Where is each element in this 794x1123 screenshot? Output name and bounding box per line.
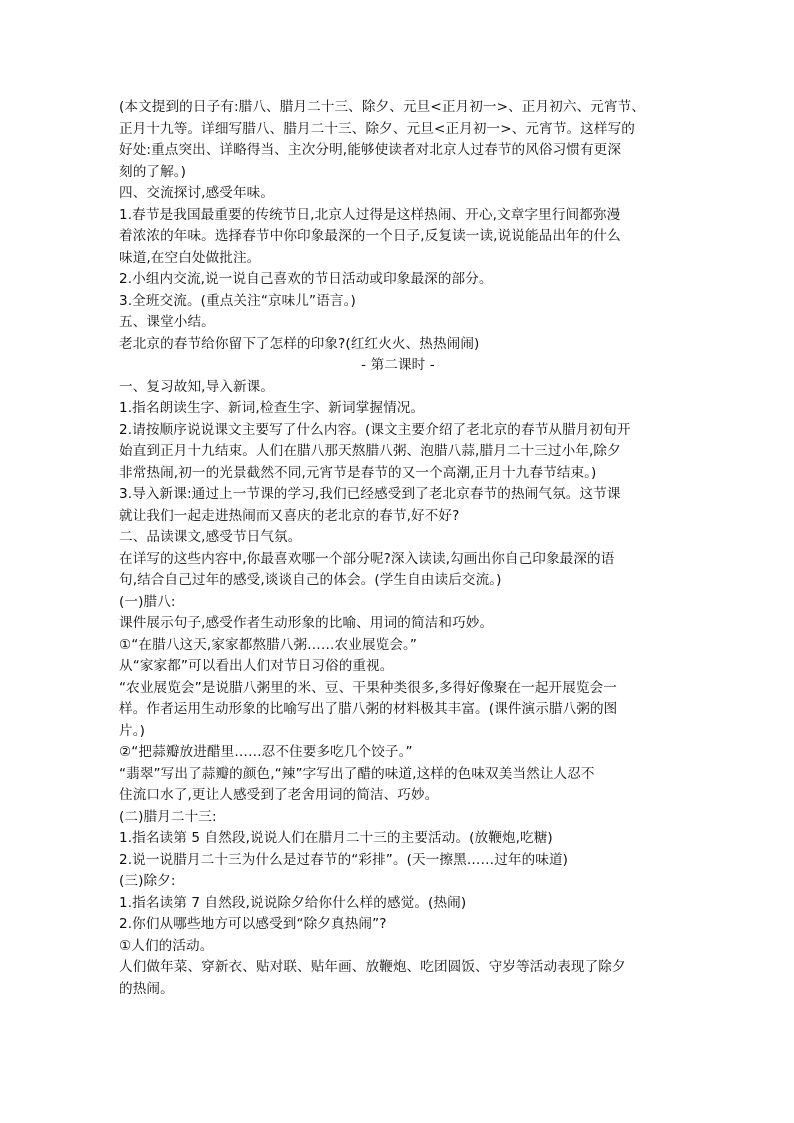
text-line: 样。作者运用生动形象的比喻写出了腊八粥的材料极其丰富。(课件演示腊八粥的图 <box>119 701 618 717</box>
text-line: ①人们的活动。 <box>119 937 214 954</box>
text-line: 味道,在空白处做批注。 <box>119 249 261 266</box>
subsection-heading: (三)除夕: <box>119 873 176 889</box>
text-line: 句,结合自己过年的感受,谈谈自己的体会。(学生自由读后交流。) <box>119 572 502 588</box>
text-line: 人们做年菜、穿新衣、贴对联、贴年画、放鞭炮、吃团圆饭、守岁等活动表现了除夕 <box>119 959 626 975</box>
text-line: 2.小组内交流,说一说自己喜欢的节日活动或印象最深的部分。 <box>119 271 493 287</box>
text-line: 从“家家都”可以看出人们对节日习俗的重视。 <box>119 658 394 674</box>
text-line: 就让我们一起走进热闹而又喜庆的老北京的春节,好不好? <box>119 507 460 524</box>
text-line: 3.导入新课:通过上一节课的学习,我们已经感受到了老北京春节的热闹气氛。这节课 <box>119 486 621 502</box>
text-line: 始直到正月十九结束。人们在腊八那天熬腊八粥、泡腊八蒜,腊月二十三过小年,除夕 <box>119 443 621 459</box>
text-line: 着浓浓的年味。选择春节中你印象最深的一个日子,反复读一读,说说能品出年的什么 <box>119 228 621 244</box>
section-heading: 四、交流探讨,感受年味。 <box>119 185 275 201</box>
text-line: 1.指名读第 7 自然段,说说除夕给你什么样的感觉。(热闹) <box>119 894 467 911</box>
text-line: 刻的了解。) <box>119 163 187 180</box>
text-line: 片。) <box>119 722 145 739</box>
section-heading: 二、品读课文,感受节日气氛。 <box>119 529 302 545</box>
text-line: 老北京的春节给你留下了怎样的印象?(红红火火、热热闹闹) <box>119 335 480 352</box>
text-line: 3.全班交流。(重点关注“京味儿”语言。) <box>119 292 356 309</box>
text-line: 2.你们从哪些地方可以感受到“除夕真热闹”? <box>119 916 387 932</box>
section-heading: 一、复习故知,导入新课。 <box>119 378 275 395</box>
lesson-title: - 第二课时 - <box>361 357 435 373</box>
text-line: 在详写的这些内容中,你最喜欢哪一个部分呢?深入读读,勾画出你自己印象最深的语 <box>119 550 615 567</box>
text-line: (本文提到的日子有:腊八、腊月二十三、除夕、元旦<正月初一>、正月初六、元宵节、 <box>119 99 646 115</box>
text-line: 1.指名读第 5 自然段,说说人们在腊月二十三的主要活动。(放鞭炮,吃糖) <box>119 830 553 846</box>
text-line: 2.请按顺序说说课文主要写了什么内容。(课文主要介绍了老北京的春节从腊月初旬开 <box>119 421 631 438</box>
text-line: ①“在腊八这天,家家都熬腊八粥……农业展览会。” <box>119 636 418 653</box>
text-line: 好处:重点突出、详略得当、主次分明,能够使读者对北京人过春节的风俗习惯有更深 <box>119 142 622 158</box>
text-line: 住流口水了,更让人感受到了老舍用词的简洁、巧妙。 <box>119 787 439 803</box>
subsection-heading: (一)腊八: <box>119 593 176 610</box>
text-line: 课件展示句子,感受作者生动形象的比喻、用词的简洁和巧妙。 <box>119 615 494 631</box>
subsection-heading: (二)腊月二十三: <box>119 808 217 825</box>
text-line: 非常热闹,初一的光景截然不同,元宵节是春节的又一个高潮,正月十九春节结束。) <box>119 464 597 481</box>
text-line: 的热闹。 <box>119 980 174 997</box>
text-line: 1.指名朗读生字、新词,检查生字、新词掌握情况。 <box>119 400 425 416</box>
text-line: “翡翠”写出了蒜瓣的颜色,“辣”字写出了醋的味道,这样的色味双美当然让人忍不 <box>119 765 595 782</box>
text-line: 2.说一说腊月二十三为什么是过春节的“彩排”。(天一擦黑……过年的味道) <box>119 851 569 868</box>
text-line: 1.春节是我国最重要的传统节日,北京人过得是这样热闹、开心,文章字里行间都弥漫 <box>119 206 621 223</box>
text-line: “农业展览会”是说腊八粥里的米、豆、干果种类很多,多得好像聚在一起开展览会一 <box>119 679 617 696</box>
document-page <box>119 97 677 1000</box>
text-line: 正月十九等。详细写腊八、腊月二十三、除夕、元旦<正月初一>、元宵节。这样写的 <box>119 120 635 137</box>
text-line: ②“把蒜瓣放进醋里……忍不住要多吃几个饺子。” <box>119 744 413 760</box>
section-heading: 五、课堂小结。 <box>119 314 215 330</box>
